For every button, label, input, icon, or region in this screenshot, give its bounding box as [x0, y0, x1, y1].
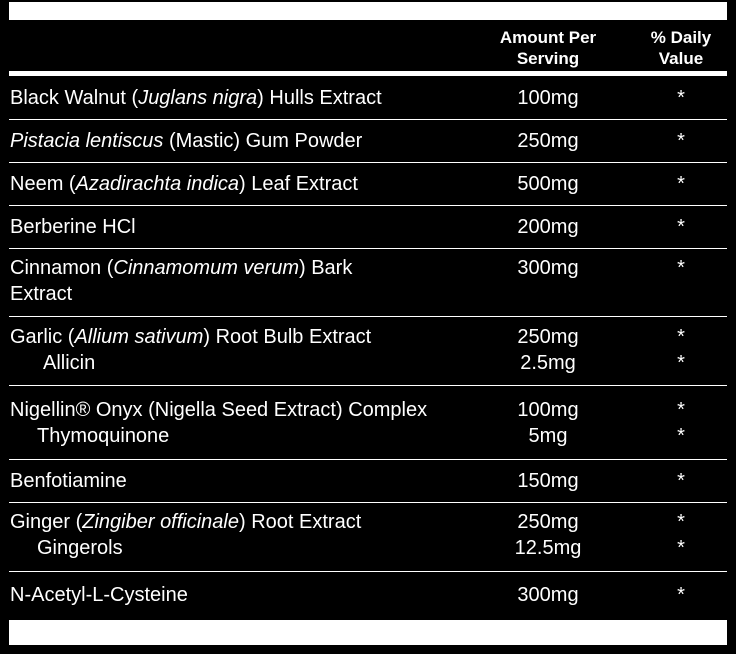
dv-header-line1: % Daily — [650, 28, 712, 47]
daily-value: * — [677, 511, 685, 533]
top-bar — [9, 2, 727, 20]
ingredient-line — [0, 324, 736, 350]
row-divider — [9, 316, 727, 317]
sub-amount-per-serving: 2.5mg — [520, 352, 576, 374]
ingredient-row-garlic — [0, 324, 736, 376]
ingredient-line — [0, 214, 736, 240]
row-divider — [9, 119, 727, 120]
amount-per-serving: 300mg — [517, 584, 579, 606]
amount-header-line1: Amount Per — [499, 28, 597, 47]
daily-value: * — [677, 470, 685, 492]
ingredient-name — [10, 85, 382, 111]
sub-daily-value: * — [677, 537, 685, 559]
ingredient-name — [10, 255, 352, 281]
ingredient-name: Nigellin® Onyx (Nigella Seed Extract) Complex — [10, 399, 428, 421]
row-divider — [9, 205, 727, 206]
row-divider — [9, 459, 727, 460]
daily-value: * — [677, 584, 685, 606]
ingredient-line — [0, 128, 736, 154]
daily-value: * — [677, 399, 685, 421]
row-divider — [9, 502, 727, 503]
sub-daily-value: * — [677, 425, 685, 447]
ingredient-row-neem — [0, 171, 736, 197]
common-name-end: (Mastic) Gum Powder — [163, 130, 363, 152]
sub-ingredient-line — [0, 423, 736, 449]
common-name-end: ) Hulls Extract — [257, 87, 382, 109]
ingredient-row-berberine — [0, 214, 736, 240]
latin-name: Cinnamomum verum — [113, 257, 299, 279]
ingredient-line — [0, 582, 736, 608]
latin-name: Zingiber officinale — [82, 511, 239, 533]
dv-header-line2: Value — [658, 49, 704, 68]
latin-name: Pistacia lentiscus — [10, 130, 164, 152]
common-name-start: Cinnamon ( — [10, 257, 114, 279]
ingredient-row-nigellin — [0, 397, 736, 449]
ingredient-name — [10, 128, 362, 154]
ingredient-row-nac — [0, 582, 736, 608]
amount-per-serving: 250mg — [517, 130, 579, 152]
ingredient-name: Benfotiamine — [10, 470, 127, 492]
daily-value: * — [677, 257, 685, 279]
daily-value: * — [677, 216, 685, 238]
daily-value: * — [677, 87, 685, 109]
ingredient-row-cinnamon — [0, 255, 736, 307]
latin-name: Allium sativum — [74, 326, 204, 348]
common-name-end: ) Root Extract — [239, 511, 362, 533]
latin-name: Juglans nigra — [138, 87, 258, 109]
ingredient-row-benfotiamine — [0, 468, 736, 494]
sub-amount-per-serving: 12.5mg — [514, 537, 582, 559]
daily-value-header — [641, 27, 721, 69]
row-divider — [9, 385, 727, 386]
ingredient-name: Berberine HCl — [10, 216, 136, 238]
amount-per-serving: 200mg — [517, 216, 579, 238]
ingredient-name — [10, 171, 358, 197]
amount-per-serving-header — [488, 27, 608, 69]
ingredient-name: N-Acetyl-L-Cysteine — [10, 584, 188, 606]
ingredient-row-pistacia — [0, 128, 736, 154]
ingredient-row-ginger — [0, 509, 736, 561]
row-divider — [9, 248, 727, 249]
ingredient-line — [0, 255, 736, 281]
common-name-start: Black Walnut ( — [10, 87, 139, 109]
amount-per-serving: 250mg — [517, 326, 579, 348]
amount-per-serving: 500mg — [517, 173, 579, 195]
ingredient-name — [10, 324, 371, 350]
ingredient-name-continuation: Extract — [10, 283, 73, 305]
sub-ingredient-line — [0, 535, 736, 561]
amount-per-serving: 100mg — [517, 87, 579, 109]
common-name-start: Neem ( — [10, 173, 76, 195]
sub-ingredient-name: Gingerols — [37, 537, 123, 559]
ingredient-line — [0, 468, 736, 494]
daily-value: * — [677, 130, 685, 152]
ingredient-row-black-walnut — [0, 85, 736, 111]
amount-per-serving: 100mg — [517, 399, 579, 421]
amount-per-serving: 250mg — [517, 511, 579, 533]
sub-ingredient-line — [0, 350, 736, 376]
sub-ingredient-name: Allicin — [43, 352, 96, 374]
ingredient-line-continued — [0, 281, 736, 307]
daily-value: * — [677, 173, 685, 195]
row-divider — [9, 571, 727, 572]
latin-name: Azadirachta indica — [75, 173, 240, 195]
ingredient-line — [0, 85, 736, 111]
ingredient-line — [0, 397, 736, 423]
sub-ingredient-name: Thymoquinone — [37, 425, 170, 447]
amount-per-serving: 300mg — [517, 257, 579, 279]
ingredient-line — [0, 509, 736, 535]
common-name-end: ) Root Bulb Extract — [203, 326, 372, 348]
bottom-bar — [9, 620, 727, 645]
common-name-end: ) Leaf Extract — [239, 173, 358, 195]
sub-amount-per-serving: 5mg — [528, 425, 568, 447]
amount-per-serving: 150mg — [517, 470, 579, 492]
common-name-start: Garlic ( — [10, 326, 75, 348]
amount-header-line2: Serving — [516, 49, 580, 68]
common-name-end: ) Bark — [299, 257, 353, 279]
sub-daily-value: * — [677, 352, 685, 374]
row-divider — [9, 162, 727, 163]
header-rule — [9, 71, 727, 76]
ingredient-line — [0, 171, 736, 197]
ingredient-name — [10, 509, 361, 535]
daily-value: * — [677, 326, 685, 348]
common-name-start: Ginger ( — [10, 511, 83, 533]
